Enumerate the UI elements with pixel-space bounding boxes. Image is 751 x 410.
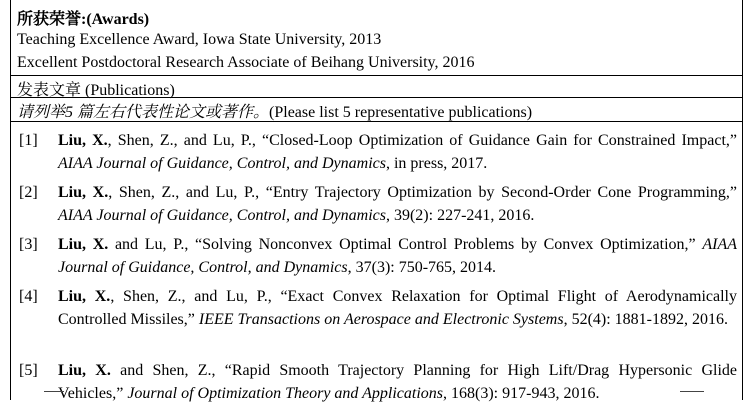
reference-author: Liu, X.: [58, 184, 109, 201]
award-item-1: Teaching Excellence Award, Iowa State University, 2013: [17, 31, 382, 48]
reference-tail: , in press, 2017.: [385, 155, 488, 172]
instruction-en: (Please list 5 representative publications): [269, 104, 533, 121]
publications-header: 发表文章 (Publications): [17, 82, 175, 99]
divider-instruction: [10, 121, 742, 122]
reference-tail: , 168(3): 917-943, 2016.: [443, 385, 600, 402]
reference-details: and Lu, P., “Solving Nonconvex Optimal Control Problems by Convex Optimization,”: [108, 236, 703, 253]
reference-author: Liu, X.: [58, 362, 111, 379]
reference-text: [58, 359, 737, 405]
reference-number: [5]: [19, 362, 38, 379]
reference-number: [1]: [19, 132, 38, 149]
reference-tail: , 37(3): 750-765, 2014.: [347, 259, 497, 276]
divider-publications: [10, 97, 742, 98]
reference-number: [4]: [19, 288, 38, 305]
reference-journal: AIAA Journal of Guidance, Control, and Dynamics: [58, 236, 737, 276]
reference-journal: Journal of Optimization Theory and Applications: [127, 385, 444, 402]
reference-details: , Shen, Z., and Lu, P., “Closed-Loop Optimization of Guidance Gain for Constrained Impact,”: [107, 132, 737, 149]
reference-number: [2]: [19, 184, 38, 201]
reference-details: and Shen, Z., “Rapid Smooth Trajectory Planning for High Lift/Drag Hypersonic Glide Vehicles,”: [58, 362, 738, 402]
reference-text: [58, 233, 737, 279]
reference-text: [58, 181, 737, 227]
reference-author: Liu, X.: [58, 288, 111, 305]
reference-text: [58, 285, 737, 331]
page-corner-mark: [680, 391, 704, 392]
reference-journal: AIAA Journal of Guidance, Control, and Dynamics: [58, 207, 386, 224]
award-item-2: Excellent Postdoctoral Research Associate of Beihang University, 2016: [17, 54, 475, 71]
page-corner-mark: [44, 391, 64, 392]
reference-details: , Shen, Z., and Lu, P., “Entry Trajectory Optimization by Second-Order Cone Programming,”: [108, 184, 737, 201]
reference-text: [58, 129, 737, 175]
reference-tail: , 39(2): 227-241, 2016.: [385, 207, 535, 224]
instruction-zh: 请列举5 篇左右代表性论文或著作。: [17, 104, 270, 121]
reference-author: Liu, X.: [58, 132, 108, 149]
reference-journal: AIAA Journal of Guidance, Control, and Dynamics: [58, 155, 386, 172]
reference-tail: , 52(4): 1881-1892, 2016.: [563, 311, 729, 328]
reference-journal: IEEE Transactions on Aerospace and Electronic Systems: [198, 311, 564, 328]
publications-instruction: [17, 99, 748, 122]
divider-awards: [10, 75, 742, 76]
reference-number: [3]: [19, 236, 38, 253]
reference-author: Liu, X.: [58, 236, 109, 253]
awards-title: 所获荣誉:(Awards): [17, 11, 150, 28]
reference-details: , Shen, Z., and Lu, P., “Exact Convex Relaxation for Optimal Flight of Aerodynamically Controlled Missiles,”: [58, 288, 737, 328]
